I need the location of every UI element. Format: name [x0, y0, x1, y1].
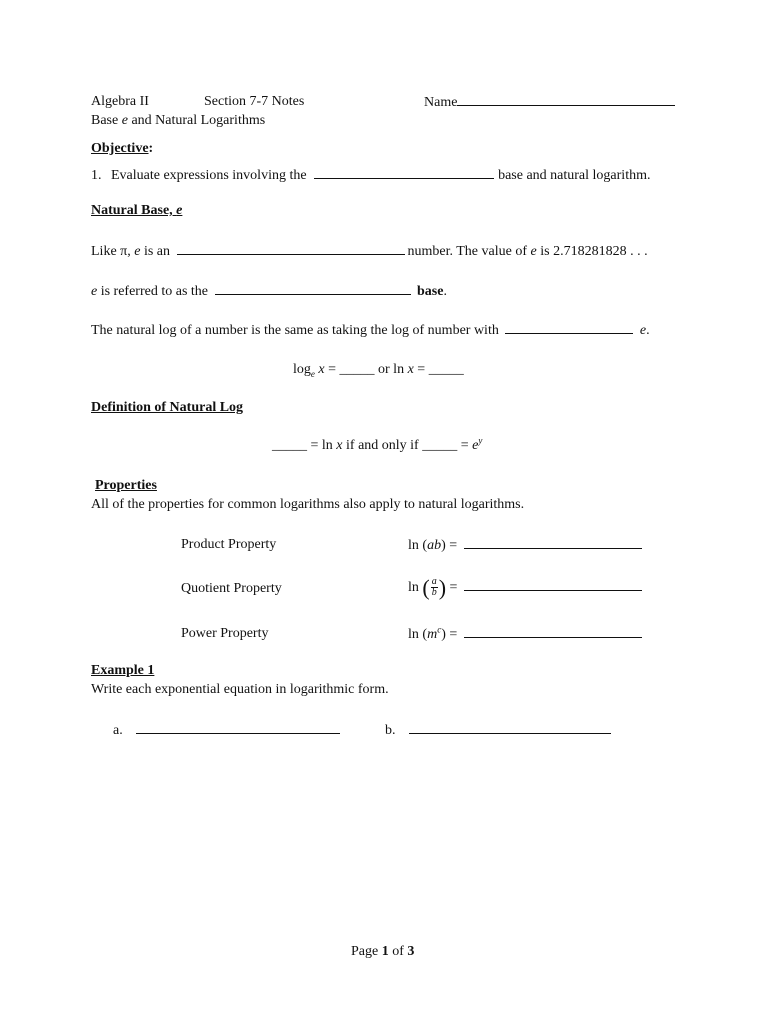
course-title: Algebra II	[91, 94, 149, 109]
power-m: m	[427, 627, 438, 642]
formula-eq-2: =	[413, 362, 429, 377]
natural-log-e: e	[639, 323, 647, 338]
formula-x: x	[318, 362, 325, 377]
page-number: 1	[381, 944, 389, 959]
section-title: Section 7-7 Notes	[204, 94, 305, 109]
page-total: 3	[407, 944, 415, 959]
like-pre: Like π,	[91, 244, 135, 259]
log-formula	[293, 361, 464, 379]
power-property-label: Power Property	[181, 626, 269, 641]
product-var: ab	[427, 538, 442, 553]
referred-e: e	[91, 284, 98, 299]
page-word: Page	[351, 944, 382, 959]
natural-base-heading	[91, 202, 182, 220]
subtitle-e: e	[121, 113, 128, 128]
subtitle-pre: Base	[91, 113, 122, 128]
quotient-fraction	[422, 574, 447, 600]
quotient-property-label: Quotient Property	[181, 581, 282, 596]
referred-base: base	[417, 284, 444, 299]
example1-item-b	[385, 721, 611, 740]
example1-item-a	[113, 721, 340, 740]
definition-y: y	[478, 435, 483, 446]
formula-log: log	[293, 362, 311, 377]
example1-instruction: Write each exponential equation in logarithmic form.	[91, 682, 389, 697]
fraction-denominator: b	[431, 587, 437, 599]
like-post-pre: number. The value of	[407, 244, 531, 259]
natural-base-heading-e: e	[176, 203, 183, 218]
definition-iff: if and only if	[342, 438, 423, 453]
page-footer	[351, 943, 414, 961]
fraction-stack	[431, 577, 438, 598]
like-pi-line	[91, 242, 648, 261]
definition-blank-1[interactable]: _____	[272, 438, 307, 453]
example1-a-label: a.	[113, 723, 123, 738]
referred-pre: is referred to as the	[97, 284, 209, 299]
example1-heading: Example 1	[91, 663, 155, 678]
like-post-e: e	[530, 244, 537, 259]
definition-heading: Definition of Natural Log	[91, 400, 244, 415]
formula-or: or ln	[374, 362, 408, 377]
product-post: ) =	[441, 538, 458, 553]
natural-log-text: The natural log of a number is the same as taking the log of number with	[91, 323, 499, 338]
objective-heading	[91, 140, 153, 158]
of-word: of	[388, 944, 408, 959]
objective-item-pre: Evaluate expressions involving the	[111, 168, 307, 183]
objective-blank[interactable]	[314, 166, 494, 179]
definition-blank-2[interactable]: _____	[422, 438, 458, 453]
subtitle	[91, 112, 265, 130]
definition-e: e	[472, 438, 479, 453]
power-blank[interactable]	[464, 625, 642, 638]
name-field	[424, 93, 675, 112]
formula-eq: =	[324, 362, 340, 377]
power-c: c	[437, 624, 442, 635]
definition-formula	[272, 437, 482, 455]
product-property-formula	[408, 536, 642, 555]
properties-intro: All of the properties for common logarithms also apply to natural logarithms.	[91, 497, 525, 512]
power-post: ) =	[441, 627, 458, 642]
objective-item-number: 1.	[91, 168, 102, 183]
subtitle-post: and Natural Logarithms	[127, 113, 266, 128]
formula-sub: e	[310, 368, 315, 379]
quotient-eq: =	[449, 580, 458, 595]
quotient-property-formula	[408, 573, 642, 603]
example1-a-blank[interactable]	[136, 721, 340, 734]
name-blank[interactable]	[457, 93, 675, 106]
right-paren: )	[438, 574, 447, 600]
like-blank[interactable]	[177, 242, 405, 255]
natural-log-line	[91, 321, 650, 340]
objective-item-post: base and natural logarithm.	[498, 168, 651, 183]
like-post-value: is 2.718281828 . . .	[536, 244, 648, 259]
like-e: e	[134, 244, 141, 259]
name-label: Name	[424, 95, 458, 110]
objective-colon: :	[148, 141, 154, 156]
product-property-label: Product Property	[181, 537, 277, 552]
properties-heading: Properties	[95, 478, 157, 493]
product-blank[interactable]	[464, 536, 642, 549]
quotient-blank[interactable]	[464, 578, 642, 591]
formula-x-2: x	[407, 362, 414, 377]
formula-blank-2[interactable]: _____	[428, 362, 464, 377]
referred-period: .	[443, 284, 447, 299]
natural-log-blank[interactable]	[505, 321, 633, 334]
quotient-ln: ln	[408, 580, 419, 595]
power-pre: ln (	[408, 627, 428, 642]
fraction-numerator: a	[431, 576, 437, 588]
referred-line	[91, 282, 447, 301]
power-property-formula	[408, 625, 642, 644]
definition-x: x	[336, 438, 343, 453]
definition-eq: =	[457, 438, 473, 453]
referred-blank[interactable]	[215, 282, 411, 295]
natural-log-period: .	[646, 323, 650, 338]
objective-heading-text: Objective	[91, 141, 149, 156]
left-paren: (	[422, 574, 430, 600]
objective-item	[91, 166, 650, 185]
example1-b-label: b.	[385, 723, 396, 738]
definition-mid: = ln	[307, 438, 337, 453]
formula-blank-1[interactable]: _____	[339, 362, 375, 377]
example1-b-blank[interactable]	[409, 721, 611, 734]
natural-base-heading-pre: Natural Base,	[91, 203, 177, 218]
product-pre: ln (	[408, 538, 428, 553]
like-mid: is an	[140, 244, 171, 259]
